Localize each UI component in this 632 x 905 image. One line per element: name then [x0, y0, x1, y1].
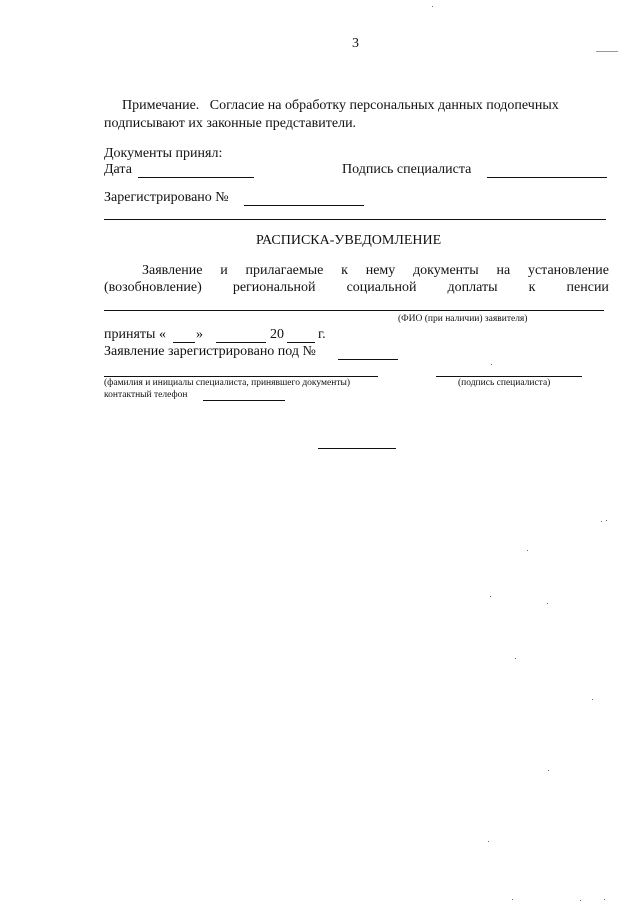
year-suffix: г. [318, 327, 326, 342]
phone-field[interactable] [203, 400, 285, 401]
statement-line-2 [104, 280, 609, 296]
phone-label: контактный телефон [104, 390, 188, 400]
signature-label: Подпись специалиста [342, 162, 472, 177]
accepted-year-field[interactable] [287, 342, 315, 343]
specialist-caption: (фамилия и инициалы специалиста, принявшего документы) [104, 378, 351, 388]
specialist-name-field[interactable] [104, 376, 378, 377]
statement-word: на [496, 263, 511, 278]
scan-speck [512, 899, 513, 900]
specialist-signature-field[interactable] [436, 376, 582, 377]
scan-speck [580, 900, 581, 901]
scan-speck [527, 550, 528, 551]
scan-speck [601, 521, 602, 522]
scan-speck [606, 520, 607, 521]
statement-word: социальной [346, 280, 417, 295]
margin-mark [596, 51, 618, 52]
registered-number-field[interactable] [244, 205, 364, 206]
note-text: Согласие на обработку персональных данных подопечных [209, 98, 559, 113]
statement-word: (возобновление) [104, 280, 202, 295]
scan-speck [488, 841, 489, 842]
date-field[interactable] [138, 177, 254, 178]
statement-word: и [220, 263, 228, 278]
scan-speck [432, 6, 433, 7]
scan-speck [490, 596, 491, 597]
section-divider [104, 219, 606, 220]
statement-word: пенсии [566, 280, 609, 295]
closing-rule [318, 448, 396, 449]
statement-word: к [341, 263, 348, 278]
registered-under-field[interactable] [338, 359, 398, 360]
scan-speck [604, 899, 605, 900]
statement-word: установление [527, 263, 609, 278]
accepted-day-field[interactable] [173, 342, 195, 343]
note-label: Примечание. [122, 98, 200, 113]
statement-word: Заявление [142, 263, 203, 278]
accepted-header: Документы принял: [104, 146, 223, 161]
year-prefix: 20 [270, 327, 284, 342]
statement-line-1 [142, 263, 609, 279]
applicant-name-field[interactable] [104, 310, 604, 311]
statement-word: документы [413, 263, 479, 278]
statement-word: к [528, 280, 536, 295]
scan-speck [547, 603, 548, 604]
scan-speck [548, 770, 549, 771]
statement-word: доплаты [447, 280, 498, 295]
registered-label: Зарегистрировано № [104, 190, 229, 205]
receipt-title: РАСПИСКА-УВЕДОМЛЕНИЕ [256, 233, 442, 248]
date-label: Дата [104, 162, 132, 177]
scan-speck [491, 364, 492, 365]
page-number: 3 [352, 36, 359, 51]
statement-word: нему [365, 263, 396, 278]
note-line-2: подписывают их законные представители. [104, 116, 357, 131]
accepted-month-field[interactable] [216, 342, 266, 343]
note-line-1 [122, 98, 559, 114]
scan-speck [592, 699, 593, 700]
accepted-prefix: приняты « [104, 327, 166, 342]
registered-under-label: Заявление зарегистрировано под № [104, 344, 316, 359]
fio-caption: (ФИО (при наличии) заявителя) [398, 314, 528, 324]
statement-word: региональной [232, 280, 316, 295]
signature-caption: (подпись специалиста) [458, 378, 551, 388]
statement-word: прилагаемые [245, 263, 324, 278]
signature-field[interactable] [487, 177, 607, 178]
scan-speck [515, 658, 516, 659]
accepted-mid: » [196, 327, 203, 342]
